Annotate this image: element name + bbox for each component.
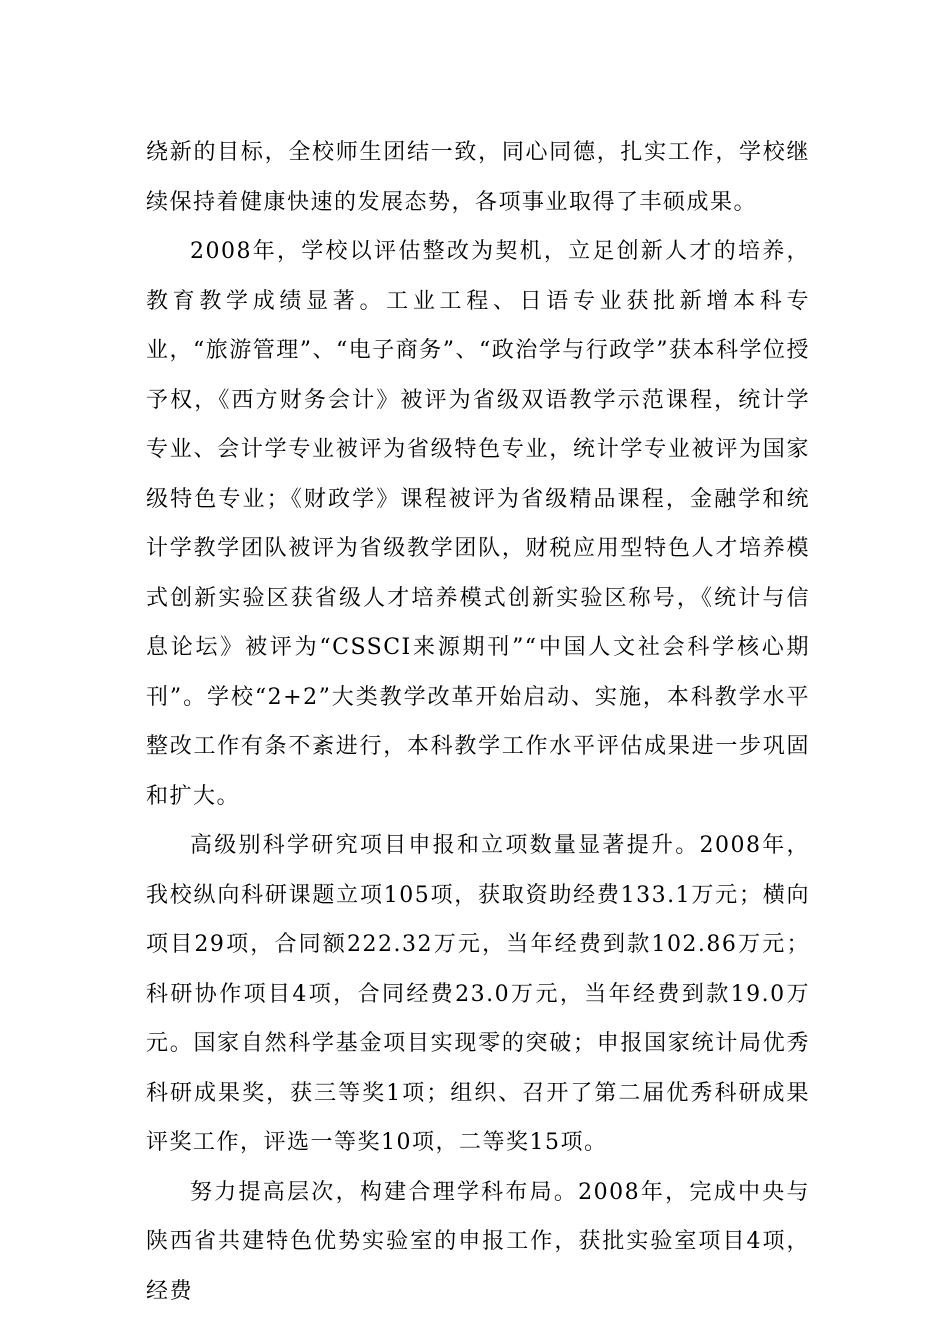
paragraph-1: 绕新的目标，全校师生团结一致，同心同德，扎实工作，学校继续保持着健康快速的发展态势，各项事业取得了丰硕成果。 bbox=[146, 140, 810, 215]
document-body bbox=[146, 128, 810, 1316]
paragraph-3: 高级别科学研究项目申报和立项数量显著提升。2008年，我校纵向科研课题立项105项，获取资助经费133.1万元；横向项目29项，合同额222.32万元，当年经费到款102.86万元；科研协作项目4项，合同经费23.0万元，当年经费到款19.0万元。国家自然科学基金项目实现零的突破；申报国家统计局优秀科研成果奖，获三等奖1项；组织、召开了第二届优秀科研成果评奖工作，评选一等奖10项，二等奖15项。 bbox=[146, 833, 810, 1155]
paragraph-4: 努力提高层次，构建合理学科布局。2008年，完成中央与陕西省共建特色优势实验室的申报工作，获批实验室项目4项，经费 bbox=[146, 1179, 810, 1304]
paragraph-2: 2008年，学校以评估整改为契机，立足创新人才的培养，教育教学成绩显著。工业工程、日语专业获批新增本科专业，“旅游管理”、“电子商务”、“政治学与行政学”获本科学位授予权，《西方财务会计》被评为省级双语教学示范课程，统计学专业、会计学专业被评为省级特色专业，统计学专业被评为国家级特色专业；《财政学》课程被评为省级精品课程，金融学和统计学教学团队被评为省级教学团队，财税应用型特色人才培养模式创新实验区获省级人才培养模式创新实验区称号，《统计与信息论坛》被评为“CSSCI来源期刊”“中国人文社会科学核心期刊”。学校“2+2”大类教学改革开始启动、实施，本科教学水平整改工作有条不紊进行，本科教学工作水平评估成果进一步巩固和扩大。 bbox=[146, 239, 810, 809]
